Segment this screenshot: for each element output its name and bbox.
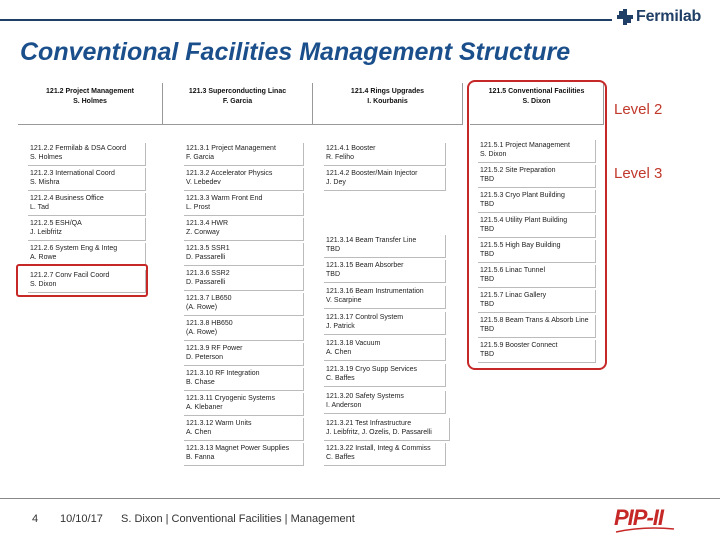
page-title: Conventional Facilities Management Structure [20, 38, 571, 66]
box-name: 121.3.13 Magnet Power Supplies [186, 445, 290, 452]
box-person: D. Peterson [186, 354, 223, 361]
page-number: 4 [32, 513, 39, 525]
level3-box [28, 168, 146, 191]
box-person: V. Lebedev [186, 179, 221, 186]
box-name: 121.3.15 Beam Absorber [326, 262, 404, 269]
box-name: 121.2.6 System Eng & Integ [30, 245, 118, 252]
level3-box [324, 168, 446, 191]
box-person: J. Leibfritz [30, 229, 62, 236]
box-name: 121.3.12 Warm Units [186, 420, 252, 427]
box-name: 121.3.9 RF Power [186, 345, 243, 352]
box-name: 121.5.9 Booster Connect [480, 342, 558, 349]
box-name: 121.3.22 Install, Integ & Commiss [326, 445, 431, 452]
box-name: 121.5.5 High Bay Building [480, 242, 561, 249]
box-name: 121.3.20 Safety Systems [326, 393, 404, 400]
level3-box [28, 218, 146, 241]
box-person: A. Chen [186, 429, 212, 436]
footer-text: S. Dixon | Conventional Facilities | Management [121, 513, 355, 525]
box-person: I. Anderson [326, 402, 362, 409]
box-name: 121.3.21 Test Infrastructure [326, 420, 412, 427]
box-name: 121.4.1 Booster [326, 145, 376, 152]
box-name: 121.2.7 Conv Facil Coord [30, 272, 110, 279]
level3-box [324, 364, 446, 387]
level3-box [184, 393, 304, 416]
box-person: L. Tad [30, 204, 49, 211]
box-person: TBD [480, 301, 494, 308]
box-person: A. Klebaner [186, 404, 223, 411]
level3-box [184, 268, 304, 291]
level3-box [478, 190, 596, 213]
level1-person: S. Dixon [522, 98, 551, 105]
level3-box [324, 286, 446, 309]
footer-date: 10/10/17 [60, 513, 103, 525]
level1-code: 121.3 Superconducting Linac [188, 88, 287, 95]
box-person: J. Patrick [326, 323, 355, 330]
box-person: B. Chase [186, 379, 215, 386]
box-person: C. Baffes [326, 454, 355, 461]
fermilab-logo [617, 8, 701, 26]
box-person: J. Leibfritz, J. Ozelis, D. Passarelli [326, 429, 432, 436]
level3-box [184, 418, 304, 441]
level3-box [184, 218, 304, 241]
pip-ii-logo-swoosh-icon [614, 526, 676, 534]
level3-box [478, 290, 596, 313]
level1-box [313, 83, 463, 125]
box-person: (A. Rowe) [186, 304, 218, 311]
box-person: S. Mishra [30, 179, 60, 186]
box-person: R. Feliho [326, 154, 355, 161]
level3-box [184, 318, 304, 341]
box-person: (A. Rowe) [186, 329, 218, 336]
level1-person: I. Kourbanis [367, 98, 408, 105]
level3-box [324, 143, 446, 166]
box-person: L. Prost [186, 204, 211, 211]
level3-box [478, 265, 596, 288]
level3-box [184, 193, 304, 216]
box-name: 121.2.2 Fermilab & DSA Coord [30, 145, 127, 152]
box-person: F. Garcia [186, 154, 215, 161]
level1-code: 121.4 Rings Upgrades [350, 88, 425, 95]
level3-box [184, 343, 304, 366]
level3-box [478, 140, 596, 163]
level3-box [28, 193, 146, 216]
box-name: 121.3.10 RF Integration [186, 370, 260, 377]
level2-label: Level 2 [614, 101, 663, 118]
box-name: 121.3.6 SSR2 [186, 270, 230, 277]
level1-code: 121.2 Project Management [46, 88, 134, 95]
box-person: TBD [326, 271, 340, 278]
box-name: 121.3.16 Beam Instrumentation [326, 288, 424, 295]
level3-box [184, 168, 304, 191]
footer-rule [0, 498, 720, 499]
box-name: 121.3.7 LB650 [186, 295, 232, 302]
box-name: 121.3.14 Beam Transfer Line [326, 237, 417, 244]
box-person: V. Scarpine [326, 297, 362, 304]
box-name: 121.5.2 Site Preparation [480, 167, 556, 174]
box-name: 121.5.8 Beam Trans & Absorb Line [480, 317, 589, 324]
level3-box [478, 215, 596, 238]
level3-box [184, 368, 304, 391]
level1-box [18, 83, 163, 125]
level3-box [478, 240, 596, 263]
box-name: 121.3.18 Vacuum [326, 340, 381, 347]
box-person: S. Dixon [480, 151, 507, 158]
box-name: 121.3.3 Warm Front End [186, 195, 263, 202]
box-person: Z. Conway [186, 229, 220, 236]
box-person: S. Dixon [30, 281, 57, 288]
level1-person: S. Holmes [73, 98, 107, 105]
box-person: TBD [480, 201, 494, 208]
conv-facil-coord-highlight [16, 264, 148, 297]
box-person: TBD [480, 326, 494, 333]
box-person: TBD [480, 351, 494, 358]
box-person: TBD [326, 246, 340, 253]
level3-box [324, 443, 446, 466]
level3-box [478, 340, 596, 363]
box-person: J. Dey [326, 179, 346, 186]
level3-box [324, 235, 446, 258]
level3-box [324, 312, 446, 335]
box-person: TBD [480, 251, 494, 258]
box-name: 121.5.1 Project Management [480, 142, 570, 149]
box-name: 121.5.4 Utility Plant Building [480, 217, 568, 224]
box-name: 121.2.4 Business Office [30, 195, 104, 202]
header-rule [0, 19, 612, 21]
level3-box [28, 143, 146, 166]
level3-box [184, 243, 304, 266]
box-person: A. Rowe [30, 254, 57, 261]
box-name: 121.3.8 HB650 [186, 320, 233, 327]
box-name: 121.3.4 HWR [186, 220, 229, 227]
level3-box [324, 338, 446, 361]
box-name: 121.4.2 Booster/Main Injector [326, 170, 418, 177]
level3-box [324, 391, 446, 414]
level1-box [163, 83, 313, 125]
level1-person: F. Garcia [222, 98, 253, 105]
box-name: 121.3.17 Control System [326, 314, 404, 321]
box-person: B. Fanna [186, 454, 215, 461]
level3-box [184, 443, 304, 466]
level3-box [184, 143, 304, 166]
box-name: 121.2.3 International Coord [30, 170, 115, 177]
level3-label: Level 3 [614, 165, 663, 182]
box-name: 121.2.5 ESH/QA [30, 220, 82, 227]
pip-ii-logo: PIP-II [614, 505, 664, 530]
box-name: 121.5.3 Cryo Plant Building [480, 192, 565, 199]
level3-box [28, 243, 146, 266]
box-person: C. Baffes [326, 375, 355, 382]
logo-text: Fermilab [636, 8, 702, 25]
box-person: D. Passarelli [186, 279, 226, 286]
box-name: 121.3.11 Cryogenic Systems [186, 395, 275, 402]
box-name: 121.3.5 SSR1 [186, 245, 230, 252]
level3-box [184, 293, 304, 316]
box-person: TBD [480, 176, 494, 183]
box-person: S. Holmes [30, 154, 63, 161]
box-name: 121.3.19 Cryo Supp Services [326, 366, 418, 373]
box-name: 121.5.7 Linac Gallery [480, 292, 547, 299]
box-person: TBD [480, 226, 494, 233]
level3-box [324, 260, 446, 283]
level1-code: 121.5 Conventional Facilities [488, 88, 585, 95]
fermilab-logo-icon [617, 9, 633, 25]
box-person: D. Passarelli [186, 254, 226, 261]
box-person: A. Chen [326, 349, 352, 356]
box-person: TBD [480, 276, 494, 283]
level3-box [478, 315, 596, 338]
box-name: 121.3.2 Accelerator Physics [186, 170, 273, 177]
box-name: 121.5.6 Linac Tunnel [480, 267, 545, 274]
level3-box [478, 165, 596, 188]
level3-box [324, 418, 450, 441]
box-name: 121.3.1 Project Management [186, 145, 276, 152]
